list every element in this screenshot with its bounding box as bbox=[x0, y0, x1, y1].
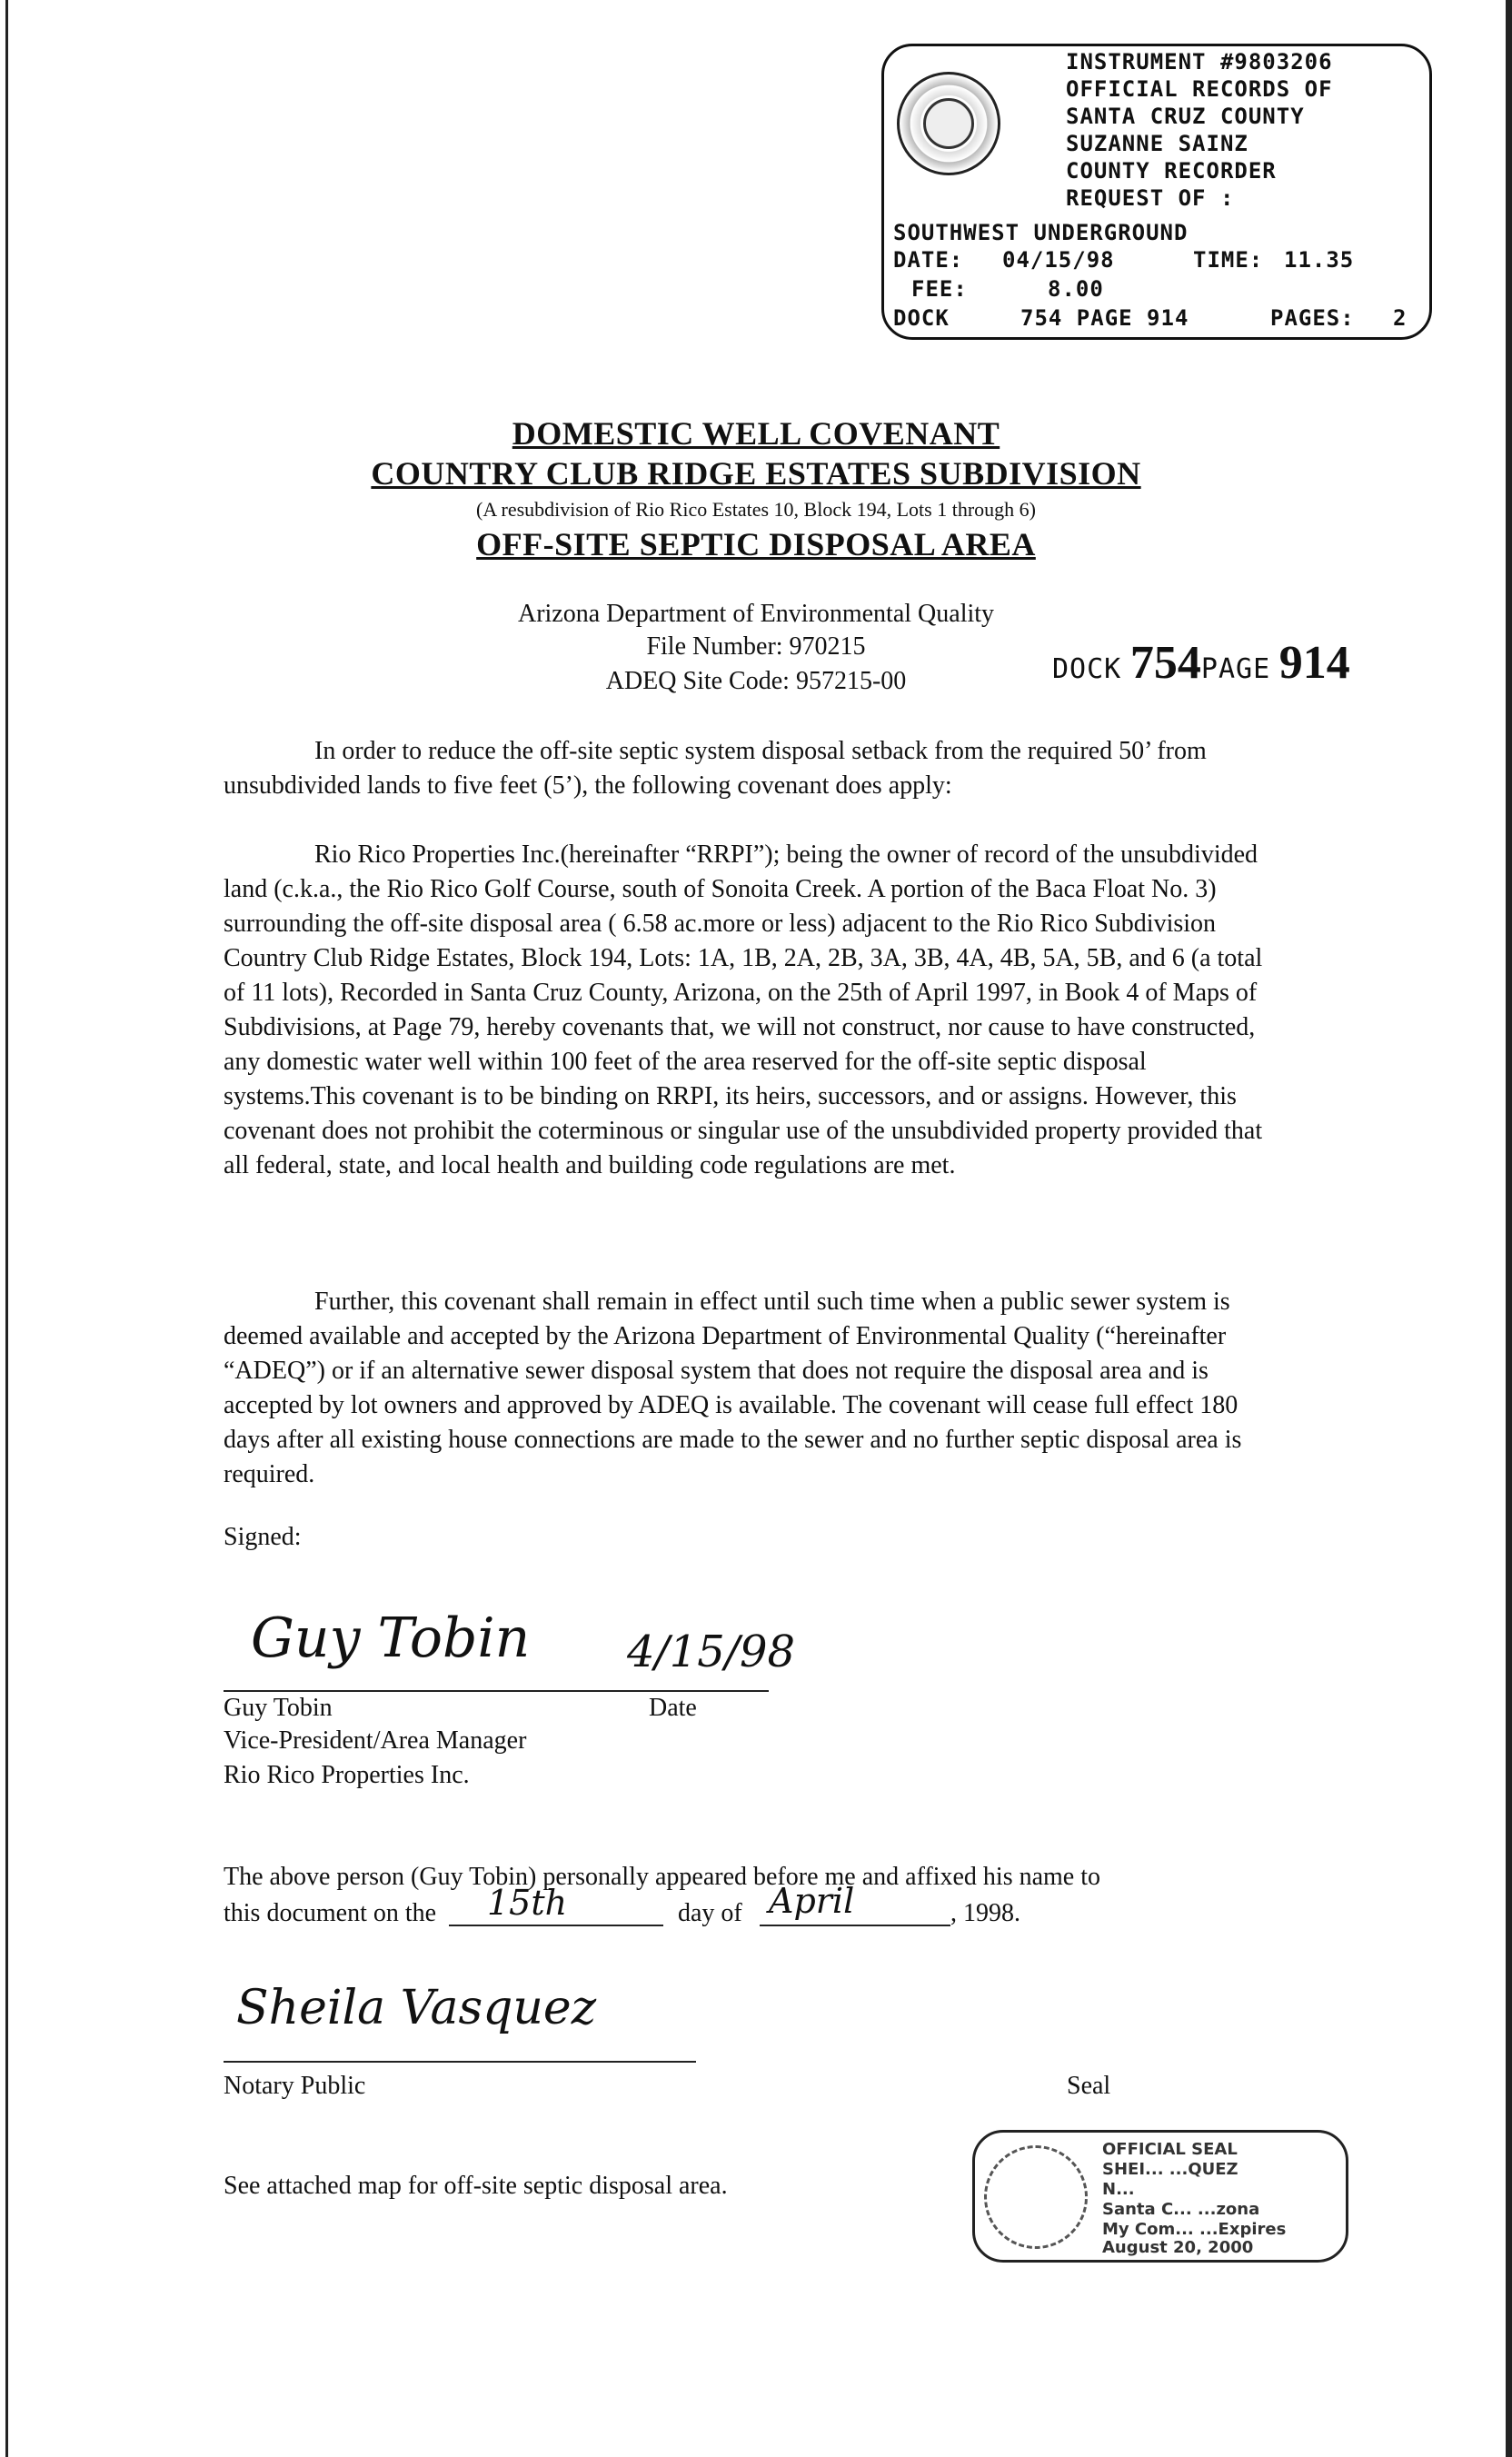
notary-seal-line-1: OFFICIAL SEAL bbox=[1102, 2140, 1238, 2159]
notary-seal-icon bbox=[984, 2145, 1088, 2249]
site-code: ADEQ Site Code: 957215-00 bbox=[605, 667, 907, 695]
notary-seal-line-4: Santa C... ...zona bbox=[1102, 2200, 1260, 2219]
paragraph-covenant bbox=[224, 838, 1268, 1183]
day-handwritten: 15th bbox=[487, 1883, 568, 1923]
stamp-date: 04/15/98 bbox=[1002, 247, 1115, 273]
stamp-line-1: INSTRUMENT #9803206 bbox=[1066, 49, 1333, 75]
paragraph-setback-text: In order to reduce the off-site septic system disposal setback from the required 50’ from unsubdivided lands to five feet (5’), the following covenant does apply: bbox=[224, 737, 1207, 800]
signature-line bbox=[224, 1690, 769, 1692]
stamp-line-4: SUZANNE SAINZ bbox=[1066, 131, 1248, 156]
notary-statement-line1: The above person (Guy Tobin) personally appeared before me and affixed his name to bbox=[224, 1863, 1101, 1891]
notary-seal-line-5: My Com... ...Expires bbox=[1102, 2220, 1287, 2239]
seal-label: Seal bbox=[1067, 2072, 1111, 2100]
stamp-dock-value: 754 PAGE 914 bbox=[1020, 305, 1189, 331]
month-blank-line bbox=[760, 1925, 950, 1926]
resubdivision-note: (A resubdivision of Rio Rico Estates 10, Block 194, Lots 1 through 6) bbox=[476, 498, 1036, 521]
scan-border-right bbox=[1506, 0, 1512, 2457]
disposal-area-title: OFF-SITE SEPTIC DISPOSAL AREA bbox=[476, 526, 1036, 562]
stamp-date-label: DATE: bbox=[893, 247, 964, 273]
notary-seal-line-6: August 20, 2000 bbox=[1102, 2238, 1254, 2257]
day-blank-line bbox=[449, 1925, 663, 1926]
document-title: DOMESTIC WELL COVENANT bbox=[512, 415, 1000, 452]
stamp-pages-label: PAGES: bbox=[1270, 305, 1355, 331]
stamp-line-5: COUNTY RECORDER bbox=[1066, 158, 1277, 184]
file-number: File Number: 970215 bbox=[646, 632, 866, 661]
signer-company: Rio Rico Properties Inc. bbox=[224, 1761, 470, 1789]
signature-date-handwritten: 4/15/98 bbox=[627, 1626, 796, 1677]
stamp-line-3: SANTA CRUZ COUNTY bbox=[1066, 104, 1305, 129]
stamp-requester: SOUTHWEST UNDERGROUND bbox=[893, 220, 1189, 245]
page-number: 914 bbox=[1278, 637, 1350, 689]
notary-signature-handwritten: Sheila Vasquez bbox=[236, 1981, 597, 2035]
stamp-line-2: OFFICIAL RECORDS OF bbox=[1066, 76, 1333, 102]
signed-label: Signed: bbox=[224, 1523, 302, 1551]
stamp-time: 11.35 bbox=[1284, 247, 1355, 273]
stamp-fee-label: FEE: bbox=[911, 276, 968, 302]
dock-label: DOCK bbox=[1052, 653, 1122, 685]
signature-handwritten: Guy Tobin bbox=[251, 1606, 531, 1670]
paragraph-setback bbox=[224, 734, 1268, 803]
paragraph-covenant-text: Rio Rico Properties Inc.(hereinafter “RRPI”); being the owner of record of the unsubdivided land (c.k.a., the Rio Rico Golf Course, south of Sonoita Creek. A portion of the Baca Float No. 3) surrounding the off-site disposal area ( 6.58 ac.more or less) adjacent to the Rio Rico Subdivision Country Club Ridge Estates, Block 194, Lots: 1A, 1B, 2A, 2B, 3A, 3B, 4A, 4B, 5A, 5B, and 6 (a total of 11 lots), Recorded in Santa Cruz County, Arizona, on the 25th of April 1997, in Book 4 of Maps of Subdivisions, at Page 79, hereby covenants that, we will not construct, nor cause to have constructed, any domestic water well within 100 feet of the area reserved for the off-site septic disposal systems.This covenant is to be binding on RRPI, its heirs, successors, and or assigns. However, this covenant does not prohibit the coterminous or singular use of the unsubdivided property provided that all federal, state, and local health and building code regulations are met. bbox=[224, 841, 1263, 1179]
subdivision-title: COUNTRY CLUB RIDGE ESTATES SUBDIVISION bbox=[371, 455, 1141, 492]
stamp-pages: 2 bbox=[1393, 305, 1408, 331]
stamp-fee: 8.00 bbox=[1048, 276, 1104, 302]
date-label: Date bbox=[649, 1694, 697, 1722]
agency-name: Arizona Department of Environmental Quality bbox=[517, 600, 995, 628]
stamp-dock-label: DOCK bbox=[893, 305, 950, 331]
notary-statement-line2c: , 1998. bbox=[950, 1899, 1020, 1927]
notary-statement-line2b: day of bbox=[678, 1899, 742, 1927]
notary-seal-stamp bbox=[972, 2130, 1348, 2263]
notary-label: Notary Public bbox=[224, 2072, 366, 2100]
notary-seal-line-3: N... bbox=[1102, 2180, 1135, 2199]
dock-page-reference bbox=[1052, 636, 1350, 690]
signer-name: Guy Tobin bbox=[224, 1694, 333, 1722]
dock-number: 754 bbox=[1129, 637, 1201, 689]
signer-title: Vice-President/Area Manager bbox=[224, 1726, 527, 1755]
notary-seal-line-2: SHEI... ...QUEZ bbox=[1102, 2160, 1238, 2179]
stamp-time-label: TIME: bbox=[1193, 247, 1264, 273]
scan-border-left bbox=[5, 0, 8, 2457]
page-label: PAGE bbox=[1200, 653, 1271, 685]
paragraph-duration bbox=[224, 1285, 1268, 1492]
notary-statement-line2a: this document on the bbox=[224, 1899, 437, 1927]
month-handwritten: April bbox=[769, 1881, 855, 1921]
attached-map-note: See attached map for off-site septic disposal area. bbox=[224, 2172, 728, 2200]
recorder-stamp bbox=[881, 44, 1432, 340]
stamp-line-6: REQUEST OF : bbox=[1066, 185, 1235, 211]
county-seal-icon bbox=[897, 72, 1000, 175]
notary-signature-line bbox=[224, 2061, 696, 2063]
paragraph-duration-text: Further, this covenant shall remain in effect until such time when a public sewer system is deemed available and accepted by the Arizona Department of Environmental Quality (“hereinafter “ADEQ”) or if an alternative sewer disposal system that does not require the disposal area and is accepted by lot owners and approved by ADEQ is available. The covenant will cease full effect 180 days after all existing house connections are made to the sewer and no further septic disposal area is required. bbox=[224, 1288, 1242, 1488]
